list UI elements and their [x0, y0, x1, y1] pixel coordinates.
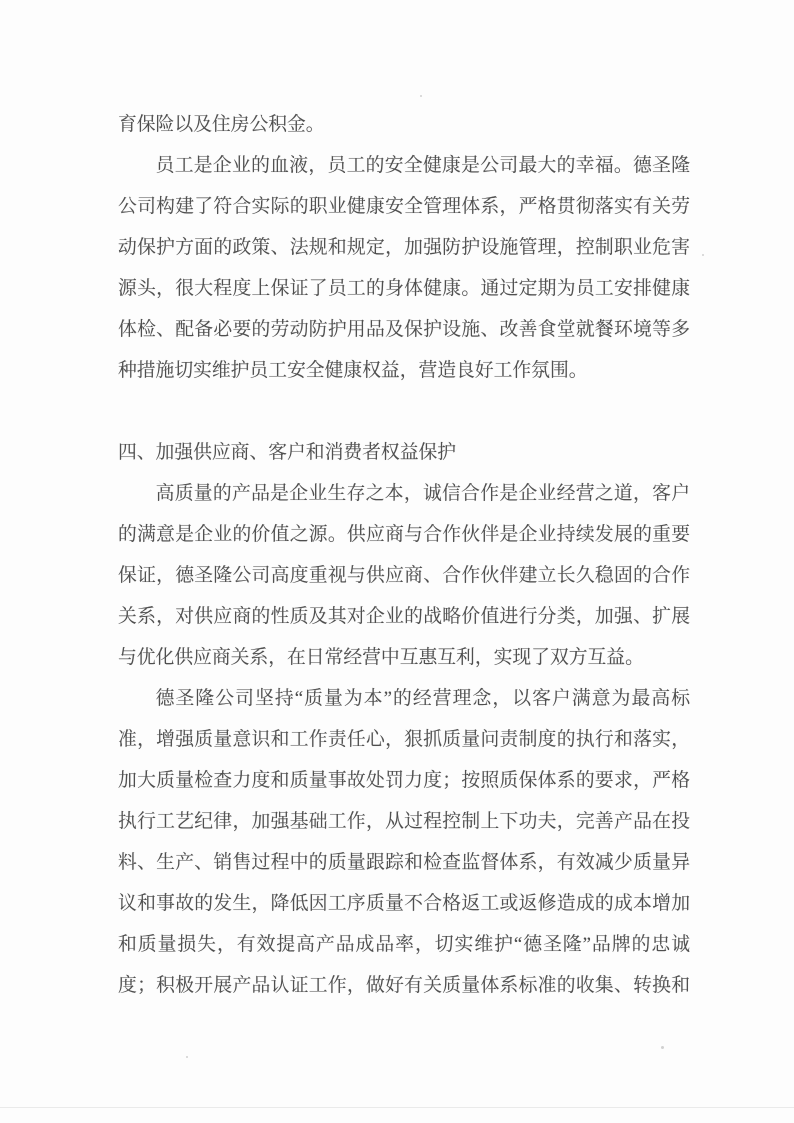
paragraph-employee-health-line: 动保护方面的政策、法规和规定，加强防护设施管理，控制职业危害 — [118, 237, 690, 258]
paragraph-quality-management-line: 德圣隆公司坚持“质量为本”的经营理念，以客户满意为最高标 — [155, 688, 690, 709]
continuation-line: 育保险以及住房公积金。 — [118, 114, 325, 135]
paragraph-supplier-customer-line: 高质量的产品是企业生存之本，诚信合作是企业经营之道，客户 — [155, 483, 690, 504]
scan-speck — [186, 1056, 188, 1058]
paragraph-quality-management-line: 和质量损失，有效提高产品成品率，切实维护“德圣隆”品牌的忠诚 — [118, 934, 690, 955]
paragraph-employee-health-line: 体检、配备必要的劳动防护用品及保护设施、改善食堂就餐环境等多 — [118, 319, 690, 340]
scan-speck — [420, 95, 422, 97]
paragraph-supplier-customer-line: 的满意是企业的价值之源。供应商与合作伙伴是企业持续发展的重要 — [118, 524, 690, 545]
paragraph-quality-management-line: 执行工艺纪律，加强基础工作，从过程控制上下功夫，完善产品在投 — [118, 811, 690, 832]
paragraph-employee-health-line: 公司构建了符合实际的职业健康安全管理体系，严格贯彻落实有关劳 — [118, 196, 690, 217]
paragraph-quality-management-line: 准，增强质量意识和工作责任心，狠抓质量问责制度的执行和落实， — [118, 729, 690, 750]
paragraph-quality-management-line: 议和事故的发生，降低因工序质量不合格返工或返修造成的成本增加 — [118, 893, 690, 914]
section-4-heading: 四、加强供应商、客户和消费者权益保护 — [118, 442, 457, 463]
paragraph-gap — [118, 391, 690, 432]
paragraph-employee-health-line: 员工是企业的血液，员工的安全健康是公司最大的幸福。德圣隆 — [155, 155, 690, 176]
paragraph-supplier-customer-line: 保证，德圣隆公司高度重视与供应商、合作伙伴建立长久稳固的合作 — [118, 565, 690, 586]
paragraph-quality-management-line: 度；积极开展产品认证工作，做好有关质量体系标准的收集、转换和 — [118, 975, 690, 996]
scan-speck — [702, 254, 704, 256]
paragraph-employee-health-line: 源头，很大程度上保证了员工的身体健康。通过定期为员工安排健康 — [118, 278, 690, 299]
paragraph-employee-health-line: 种措施切实维护员工安全健康权益，营造良好工作氛围。 — [118, 360, 588, 381]
scan-speck — [661, 1046, 664, 1049]
paragraph-quality-management-line: 加大质量检查力度和质量事故处罚力度；按照质保体系的要求，严格 — [118, 770, 690, 791]
paragraph-supplier-customer-line: 关系，对供应商的性质及其对企业的战略价值进行分类，加强、扩展 — [118, 606, 690, 627]
paragraph-quality-management-line: 料、生产、销售过程中的质量跟踪和检查监督体系，有效减少质量异 — [118, 852, 690, 873]
paragraph-supplier-customer-line: 与优化供应商关系，在日常经营中互惠互利，实现了双方互益。 — [118, 647, 644, 668]
scan-edge-artifact — [0, 1107, 794, 1108]
document-text-block — [118, 104, 690, 1006]
